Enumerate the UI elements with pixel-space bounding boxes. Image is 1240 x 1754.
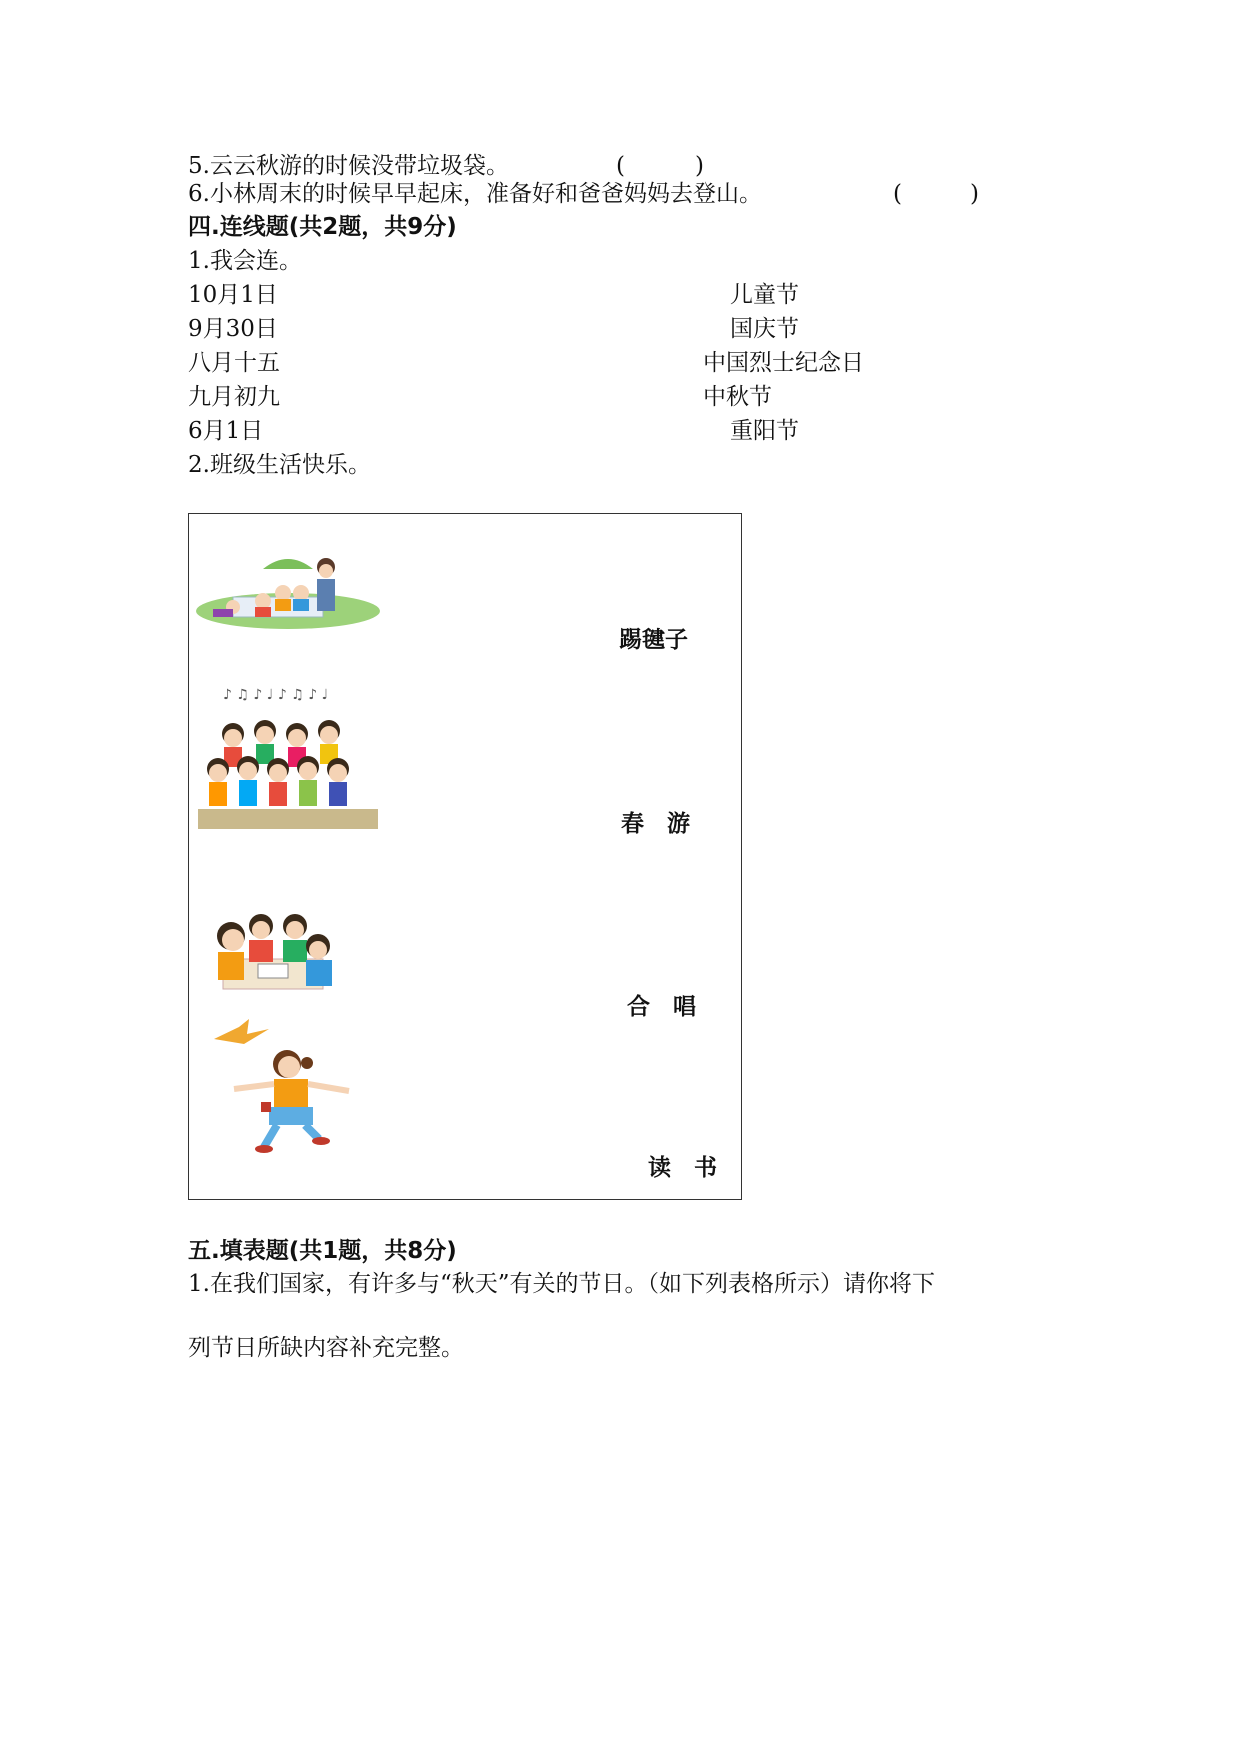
reading-picture: [203, 904, 343, 999]
festival-item: 国庆节: [730, 316, 799, 342]
answer-paren-open: (: [893, 181, 902, 207]
question-6: 6.小林周末的时候早早起床，准备好和爸爸妈妈去登山。: [188, 181, 762, 207]
choir-picture: [193, 679, 383, 834]
activity-label: 合 唱: [627, 994, 696, 1020]
festival-item: 儿童节: [730, 282, 799, 308]
festival-item: 中国烈士纪念日: [703, 350, 864, 376]
activity-label: 踢毽子: [619, 627, 688, 653]
answer-paren-close: ): [970, 181, 979, 207]
date-item: 九月初九: [188, 384, 280, 410]
date-item: 6月1日: [188, 418, 264, 444]
activity-matching-frame: [188, 513, 742, 1200]
matching-question-2: 2.班级生活快乐。: [188, 452, 371, 478]
activity-label: 春 游: [621, 811, 690, 837]
matching-question-1: 1.我会连。: [188, 248, 302, 274]
fill-table-question-line-1: 1.在我们国家，有许多与“秋天”有关的节日。（如下列表格所示）请你将下: [188, 1271, 935, 1297]
festival-item: 中秋节: [703, 384, 772, 410]
answer-paren-open: (: [616, 153, 625, 179]
date-item: 9月30日: [188, 316, 278, 342]
svg-text:♪ ♫ ♪ ♩ ♪ ♫ ♪ ♩: ♪ ♫ ♪ ♩ ♪ ♫ ♪ ♩: [223, 687, 329, 703]
festival-item: 重阳节: [730, 418, 799, 444]
picnic-picture: [193, 549, 383, 634]
shuttlecock-picture: [209, 1019, 369, 1154]
date-item: 10月1日: [188, 282, 278, 308]
section-4-title: 四.连线题(共2题，共9分): [188, 214, 457, 240]
answer-paren-close: ): [695, 153, 704, 179]
date-item: 八月十五: [188, 350, 280, 376]
activity-label: 读 书: [648, 1155, 717, 1181]
question-5: 5.云云秋游的时候没带垃圾袋。: [188, 153, 509, 179]
fill-table-question-line-2: 列节日所缺内容补充完整。: [188, 1335, 464, 1361]
section-5-title: 五.填表题(共1题，共8分): [188, 1238, 457, 1264]
